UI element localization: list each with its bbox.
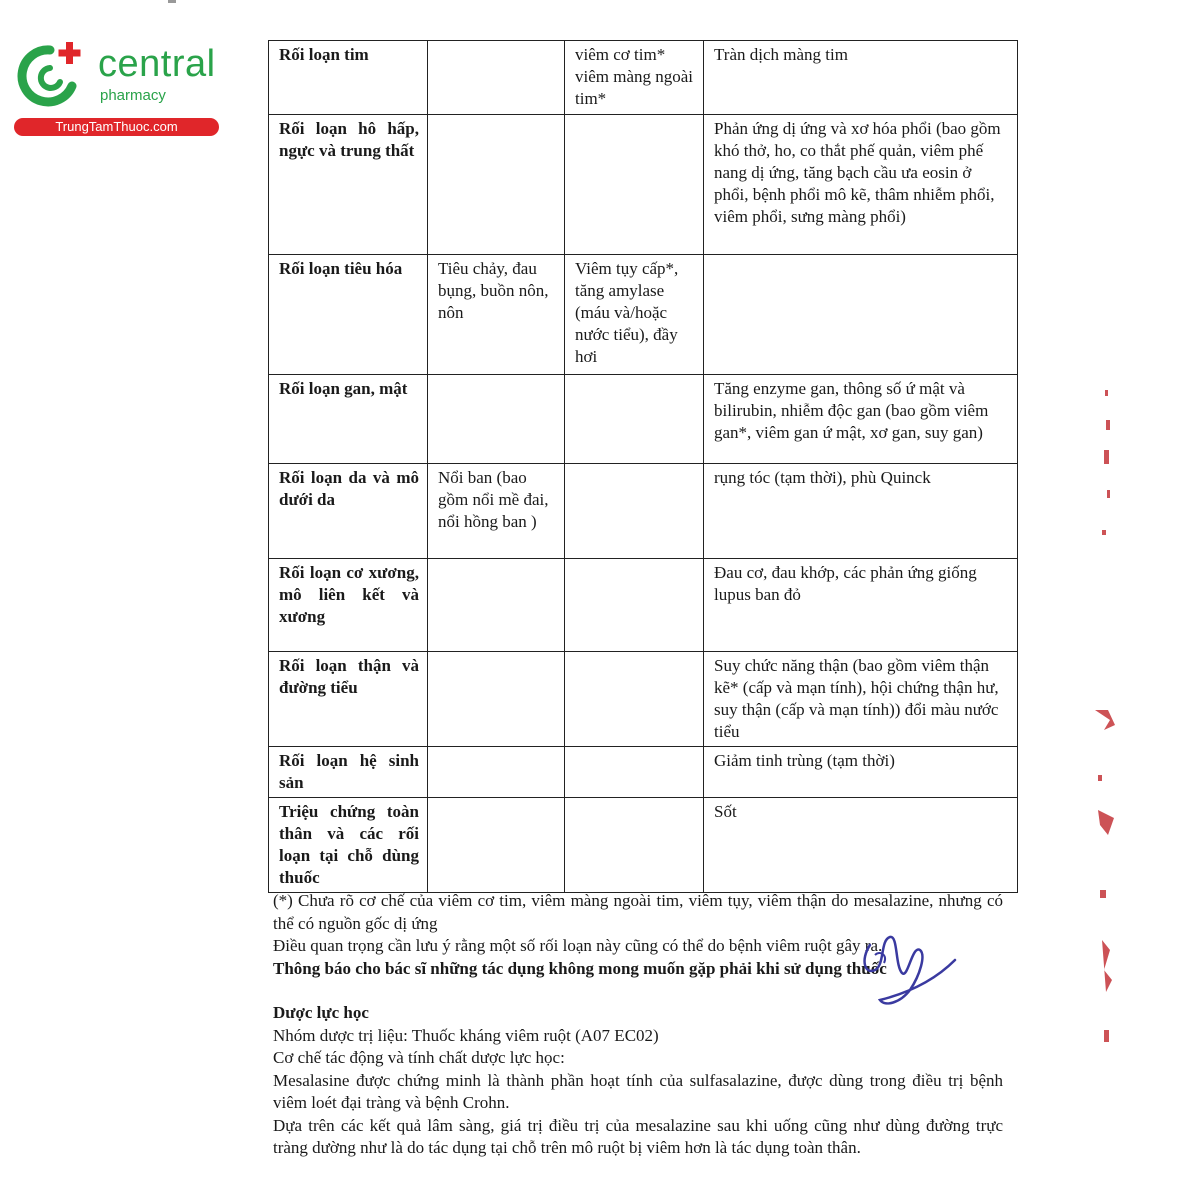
frequency-unknown [704,255,1018,375]
table-row [269,375,1018,464]
footnote: (*) Chưa rõ cơ chế của viêm cơ tim, viêm màng ngoài tim, viêm tụy, viêm thận do mesalazine, nhưng có thể có nguồn gốc dị ứng [273,891,1003,933]
stamp-mark [1090,380,1130,1080]
organ-class: Rối loạn thận và đường tiểu [269,652,428,747]
frequency-rare [565,798,704,893]
therapeutic-group: Nhóm dược trị liệu: Thuốc kháng viêm ruột (A07 EC02) [273,1025,659,1045]
frequency-rare [565,375,704,464]
frequency-common [428,115,565,255]
table-row [269,798,1018,893]
logo-banner: TrungTamThuoc.com [14,118,219,136]
organ-class: Rối loạn tim [269,41,428,115]
frequency-unknown: rụng tóc (tạm thời), phù Quinck [704,464,1018,559]
organ-class: Rối loạn cơ xương, mô liên kết và xương [269,559,428,652]
frequency-common [428,375,565,464]
frequency-common: Tiêu chảy, đau bụng, buồn nôn, nôn [428,255,565,375]
table-row [269,559,1018,652]
frequency-common [428,747,565,798]
frequency-common [428,798,565,893]
frequency-common: Nổi ban (bao gồm nổi mề đai, nổi hồng ban ) [428,464,565,559]
frequency-common [428,41,565,115]
frequency-rare [565,115,704,255]
frequency-rare: Viêm tụy cấp*, tăng amylase (máu và/hoặc nước tiểu), đầy hơi [565,255,704,375]
table-row [269,255,1018,375]
frequency-rare [565,652,704,747]
paragraph: Dựa trên các kết quả lâm sàng, giá trị điều trị của mesalazine sau khi uống cũng như dùng đường trực tràng dường như là do tác dụng tại chỗ trên mô ruột bị viêm hơn là tác dụng toàn thân. [273,1115,1003,1157]
frequency-unknown: Đau cơ, đau khớp, các phản ứng giống lupus ban đỏ [704,559,1018,652]
organ-class: Rối loạn da và mô dưới da [269,464,428,559]
frequency-unknown: Phản ứng dị ứng và xơ hóa phổi (bao gồm khó thở, ho, co thắt phế quản, viêm phế nang dị ứng, tăng bạch cầu ưa eosin ở phổi, bệnh phổi mô kẽ, thâm nhiễm phổi, viêm phổi, sưng màng phổi) [704,115,1018,255]
table-row [269,747,1018,798]
adverse-effects-table [268,40,1018,893]
table-row [269,652,1018,747]
frequency-rare [565,464,704,559]
brand-logo [10,38,215,138]
organ-class: Triệu chứng toàn thân và các rối loạn tại chỗ dùng thuốc [269,798,428,893]
organ-class: Rối loạn tiêu hóa [269,255,428,375]
section-heading: Dược lực học [273,1003,369,1022]
table-row [269,41,1018,115]
frequency-rare: viêm cơ tim* viêm màng ngoài tim* [565,41,704,115]
logo-subtitle: pharmacy [100,87,166,104]
frequency-rare [565,747,704,798]
frequency-unknown: Giảm tinh trùng (tạm thời) [704,747,1018,798]
frequency-unknown: Suy chức năng thận (bao gồm viêm thận kẽ* (cấp và mạn tính), hội chứng thận hư, suy thận (cấp và mạn tính)) đổi màu nước tiểu [704,652,1018,747]
important-note: Điều quan trọng cần lưu ý rằng một số rối loạn này cũng có thể do bệnh viêm ruột gây ra. [273,936,883,955]
frequency-unknown: Sốt [704,798,1018,893]
logo-name: central [98,43,216,85]
table-row [269,115,1018,255]
organ-class: Rối loạn gan, mật [269,375,428,464]
frequency-common [428,559,565,652]
table-row [269,464,1018,559]
frequency-rare [565,559,704,652]
paragraph: Mesalasine được chứng minh là thành phần hoạt tính của sulfasalazine, được dùng trong điều trị bệnh viêm loét đại tràng và bệnh Crohn. [273,1070,1003,1112]
frequency-unknown: Tăng enzyme gan, thông số ứ mật và bilirubin, nhiễm độc gan (bao gồm viêm gan*, viêm gan ứ mật, xơ gan, suy gan) [704,375,1018,464]
frequency-common [428,652,565,747]
signature-mark [850,915,960,1010]
organ-class: Rối loạn hệ sinh sản [269,747,428,798]
notify-doctor-note: Thông báo cho bác sĩ những tác dụng không mong muốn gặp phải khi sử dụng thuốc [273,958,887,978]
central-pharmacy-logo-icon [10,38,90,108]
scan-mark [168,0,176,4]
frequency-unknown: Tràn dịch màng tim [704,41,1018,115]
organ-class: Rối loạn hô hấp, ngực và trung thất [269,115,428,255]
mechanism-label: Cơ chế tác động và tính chất dược lực học: [273,1048,565,1067]
